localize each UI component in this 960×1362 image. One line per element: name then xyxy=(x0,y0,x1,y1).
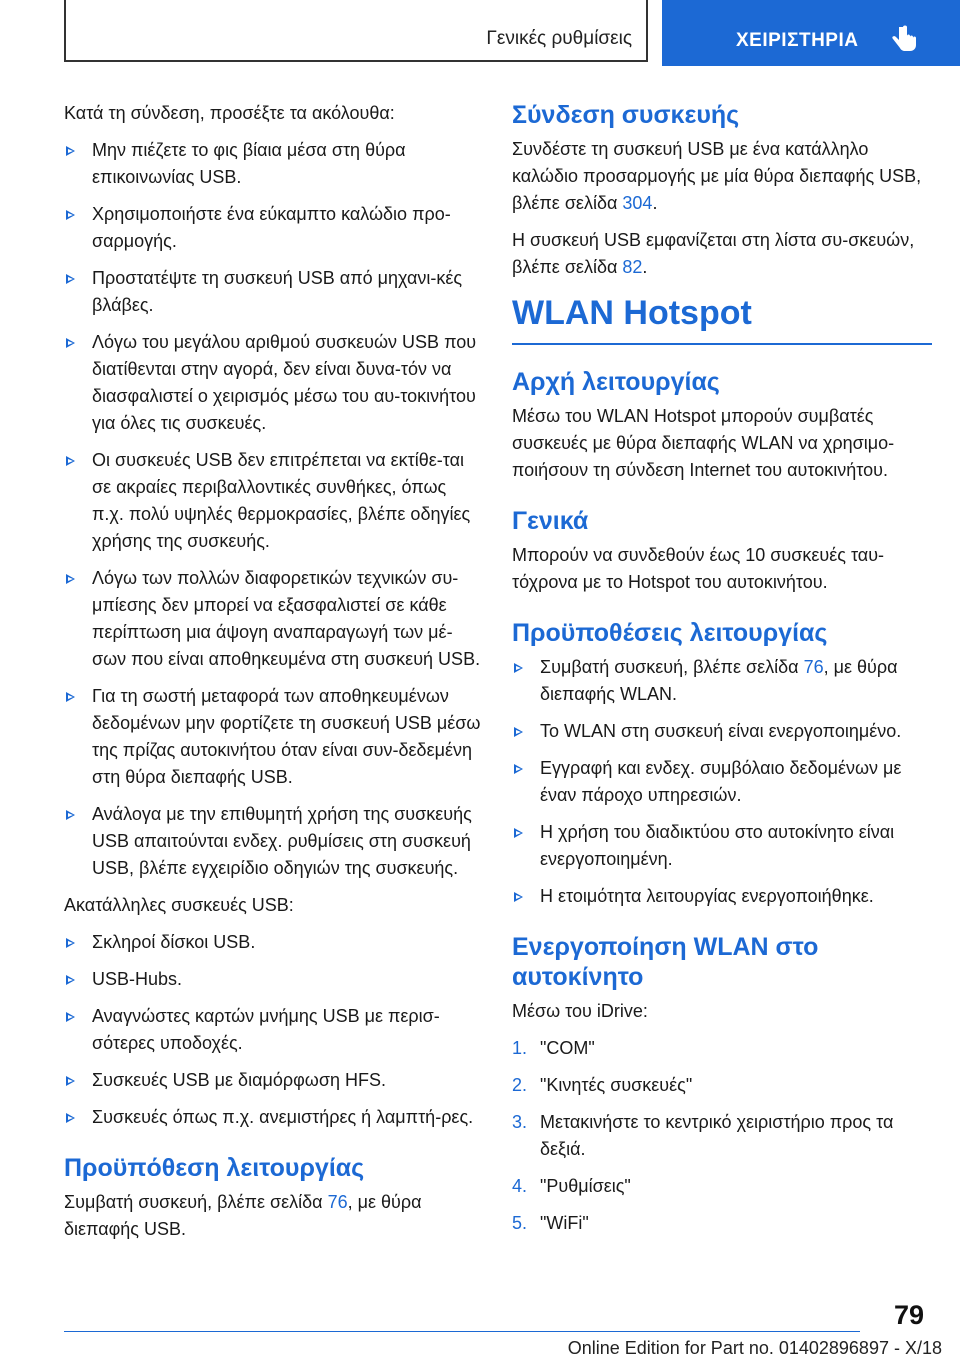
bullet-triangle-icon xyxy=(66,456,75,466)
unsuitable-list xyxy=(64,929,482,1131)
list-item: Συσκευές USB με διαμόρφωση HFS. xyxy=(64,1067,482,1094)
bullet-triangle-icon xyxy=(66,1113,75,1123)
list-item: Λόγω των πολλών διαφορετικών τεχνικών συ-μπίεσης δεν μπορεί να εξασφαλιστεί σε κάθε περίπτωση μια άψογη αναπαραγωγή των μέ-σων που είναι αποθηκευμένα στη συσκευή USB. xyxy=(64,565,482,673)
general-heading: Γενικά xyxy=(512,507,589,535)
list-item: Μην πιέζετε το φις βίαια μέσα στη θύρα επικοινωνίας USB. xyxy=(64,137,482,191)
unsuitable-intro: Ακατάλληλες συσκευές USB: xyxy=(64,895,294,915)
step-item: 5. "WiFi" xyxy=(512,1210,932,1237)
connect-paragraph-1: Συνδέστε τη συσκευή USB με ένα κατάλληλο καλώδιο προσαρμογής με μία θύρα διεπαφής USB, βλέπε σελίδα 304. xyxy=(512,139,922,213)
section-title-box xyxy=(64,0,648,62)
section-title: Γενικές ρυθμίσεις xyxy=(486,28,632,49)
connect-paragraph-2: Η συσκευή USB εμφανίζεται στη λίστα συ-σκευών, βλέπε σελίδα 82. xyxy=(512,230,915,277)
bullet-triangle-icon xyxy=(66,810,75,820)
page-header xyxy=(0,0,960,66)
hand-pointer-icon xyxy=(890,24,918,54)
bullet-triangle-icon xyxy=(66,975,75,985)
list-item: USB-Hubs. xyxy=(64,966,482,993)
list-item: Σκληροί δίσκοι USB. xyxy=(64,929,482,956)
bullet-triangle-icon xyxy=(66,338,75,348)
bullet-triangle-icon xyxy=(66,574,75,584)
page-link-76[interactable]: 76 xyxy=(327,1192,348,1212)
footer-edition: Online Edition for Part no. 01402896897 - X/18 xyxy=(567,1338,942,1358)
list-item: Η χρήση του διαδικτύου στο αυτοκίνητο είναι ενεργοποιημένη. xyxy=(512,819,932,873)
chapter-tab[interactable] xyxy=(662,0,960,66)
step-item: 4. "Ρυθμίσεις" xyxy=(512,1173,932,1200)
step-number: 3. xyxy=(512,1112,528,1132)
step-number: 4. xyxy=(512,1176,528,1196)
list-item: Η ετοιμότητα λειτουργίας ενεργοποιήθηκε. xyxy=(512,883,932,910)
bullet-triangle-icon xyxy=(66,146,75,156)
chapter-tab-label: ΧΕΙΡΙΣΤΗΡΙΑ xyxy=(736,30,859,51)
bullet-triangle-icon xyxy=(66,1076,75,1086)
list-item: Συσκευές όπως π.χ. ανεμιστήρες ή λαμπτή-ρες. xyxy=(64,1104,482,1131)
bullet-triangle-icon xyxy=(514,727,523,737)
prereqs-list xyxy=(512,654,932,910)
step-item: 2. "Κινητές συσκευές" xyxy=(512,1072,932,1099)
bullet-triangle-icon xyxy=(66,938,75,948)
prereqs-heading: Προϋποθέσεις λειτουργίας xyxy=(512,619,828,647)
activate-heading: Ενεργοποίηση WLAN στο αυτοκίνητο xyxy=(512,933,819,991)
bullet-triangle-icon xyxy=(514,828,523,838)
page-link-76[interactable]: 76 xyxy=(803,657,824,677)
left-column xyxy=(64,100,482,1253)
bullet-triangle-icon xyxy=(514,892,523,902)
bullet-triangle-icon xyxy=(66,1012,75,1022)
bullet-triangle-icon xyxy=(66,274,75,284)
activate-steps xyxy=(512,1035,932,1237)
list-item: Ανάλογα με την επιθυμητή χρήση της συσκευής USB απαιτούνται ενδεχ. ρυθμίσεις στη συσκευή USB, βλέπε εγχειρίδιο οδηγιών της συσκευής. xyxy=(64,801,482,882)
step-number: 5. xyxy=(512,1213,528,1233)
bullet-triangle-icon xyxy=(66,210,75,220)
wlan-hotspot-heading: WLAN Hotspot xyxy=(512,293,932,345)
caution-list xyxy=(64,137,482,882)
list-item: Αναγνώστες καρτών μνήμης USB με περισ-σότερες υποδοχές. xyxy=(64,1003,482,1057)
connect-heading: Σύνδεση συσκευής xyxy=(512,101,740,129)
prereq-text: Συμβατή συσκευή, βλέπε σελίδα 76, με θύρα διεπαφής USB. xyxy=(64,1192,422,1239)
list-item: Συμβατή συσκευή, βλέπε σελίδα 76, με θύρα διεπαφής WLAN. xyxy=(512,654,932,708)
connection-intro: Κατά τη σύνδεση, προσέξτε τα ακόλουθα: xyxy=(64,103,395,123)
step-item: 1. "COM" xyxy=(512,1035,932,1062)
step-number: 2. xyxy=(512,1075,528,1095)
bullet-triangle-icon xyxy=(514,663,523,673)
footer-divider xyxy=(64,1331,860,1332)
step-item: 3. Μετακινήστε το κεντρικό χειριστήριο προς τα δεξιά. xyxy=(512,1109,932,1163)
page-link-82[interactable]: 82 xyxy=(622,257,643,277)
list-item: Οι συσκευές USB δεν επιτρέπεται να εκτίθε-ται σε ακραίες περιβαλλοντικές συνθήκες, όπως π.χ. πολύ υψηλές θερμοκρασίες, βλέπε οδηγίες χρήσης της συσκευής. xyxy=(64,447,482,555)
list-item: Για τη σωστή μεταφορά των αποθηκευμένων δεδομένων μην φορτίζετε τη συσκευή USB μέσω της πρίζας αυτοκινήτου όταν είναι συν-δεδεμένη στη θύρα διεπαφής USB. xyxy=(64,683,482,791)
page-link-304[interactable]: 304 xyxy=(622,193,653,213)
right-column xyxy=(512,100,932,1247)
principle-heading: Αρχή λειτουργίας xyxy=(512,368,720,396)
list-item: Εγγραφή και ενδεχ. συμβόλαιο δεδομένων με έναν πάροχο υπηρεσιών. xyxy=(512,755,932,809)
step-number: 1. xyxy=(512,1038,528,1058)
page-number: 79 xyxy=(894,1300,925,1330)
general-text: Μπορούν να συνδεθούν έως 10 συσκευές ταυ-τόχρονα με το Hotspot του αυτοκινήτου. xyxy=(512,545,885,592)
bullet-triangle-icon xyxy=(66,692,75,702)
prereq-heading: Προϋπόθεση λειτουργίας xyxy=(64,1154,365,1182)
bullet-triangle-icon xyxy=(514,764,523,774)
principle-text: Μέσω του WLAN Hotspot μπορούν συμβατές συσκευές με θύρα διεπαφής WLAN να χρησιμο-ποιήσουν τη σύνδεση Internet του αυτοκινήτου. xyxy=(512,406,895,480)
activate-intro: Μέσω του iDrive: xyxy=(512,1001,648,1021)
list-item: Χρησιμοποιήστε ένα εύκαμπτο καλώδιο προ-σαρμογής. xyxy=(64,201,482,255)
list-item: Λόγω του μεγάλου αριθμού συσκευών USB που διατίθενται στην αγορά, δεν είναι δυνα-τόν να διασφαλιστεί ο χειρισμός μέσω του αυ-τοκινήτου για όλες τις συσκευές. xyxy=(64,329,482,437)
list-item: Προστατέψτε τη συσκευή USB από μηχανι-κές βλάβες. xyxy=(64,265,482,319)
list-item: Το WLAN στη συσκευή είναι ενεργοποιημένο. xyxy=(512,718,932,745)
